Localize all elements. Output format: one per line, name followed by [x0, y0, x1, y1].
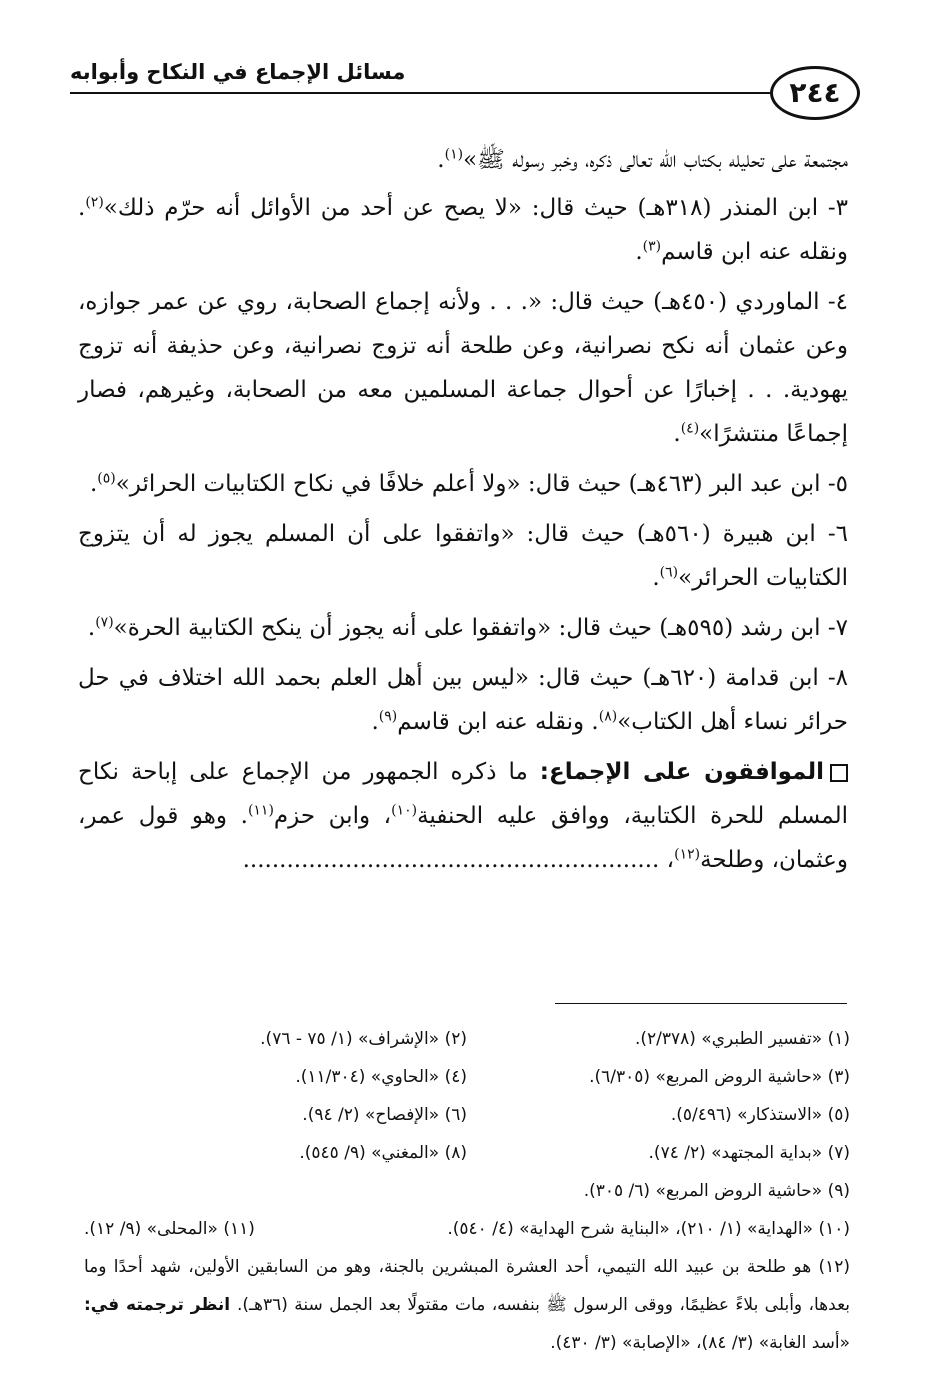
square-bullet-icon [830, 764, 848, 782]
running-title: مسائل الإجماع في النكاح وأبوابه [70, 60, 406, 84]
page-header [70, 52, 860, 112]
paragraph-ibn-almundhir: ٣- ابن المنذر (٣١٨هـ) حيث قال: «لا يصح عن أحد من الأوائل أنه حرّم ذلك»$^{(٢)}$. ونقله عنه ابن قاسم$^{(٣)}$. [78, 194, 849, 265]
footnote-ref[interactable]: (٨) [598, 708, 618, 725]
footnote-12: (١٢) هو طلحة بن عبيد الله التيمي، أحد العشرة المبشرين بالجنة، وهو من السابقين الأولين، شهد أحدًا وما بعدها، وأبلى بلاءً عظيمًا، ووقى الرسول ﷺ بنفسه، مات مقتولًا بعد الجمل سنة (٣٦هـ). انظر ترجمته في: «أسد الغابة» (٣/ ٨٤)، «الإصابة» (٣/ ٤٣٠). [84, 1257, 851, 1353]
footnote-divider [555, 1003, 847, 1004]
paragraph-ibn-hubayra: ٦- ابن هبيرة (٥٦٠هـ) حيث قال: «واتفقوا على أن المسلم يجوز له أن يتزوج الكتابيات الحرائر»$^{(٦)}$. [78, 521, 848, 591]
paragraph-continuation: مجتمعة على تحليله بكتاب الله تعالى ذكره، وخبر رسوله ﷺ»$^{(١)}$. [437, 146, 848, 173]
footnote-row [84, 1020, 850, 1058]
footnote-11: (١١) «المحلى» (٩/ ١٢). [84, 1219, 255, 1239]
footnote-10: (١٠) «الهداية» (١/ ٢١٠)، «البناية شرح الهداية» (٤/ ٥٤٠). [447, 1219, 850, 1239]
footnote-row [84, 1134, 850, 1172]
paragraph-almawardi: ٤- الماوردي (٤٥٠هـ) حيث قال: «. . . ولأنه إجماع الصحابة، روي عن عمر جوازه، وعن عثمان أنه نكح نصرانية، وعن طلحة أنه تزوج نصرانية، وعن حذيفة أنه تزوج يهودية. . . إخبارًا عن أحوال جماعة المسلمين معه من الصحابة، وغيرهم، فصار إجماعًا منتشرًا»$^{(٤)}$. [78, 289, 848, 447]
footnote-ref[interactable]: (١) [444, 146, 464, 163]
footnote-7: (٧) «بداية المجتهد» (٢/ ٧٤). [648, 1143, 850, 1163]
paragraph-agreeing-scholars: الموافقون على الإجماع: ما ذكره الجمهور من الإجماع على إباحة نكاح المسلم للحرة الكتابية، ووافق عليه الحنفية$^{(١٠)}$، وابن حزم$^{(١١)}$. وهو قول عمر، وعثمان، وطلحة$^{(١٢)}$، ......................................................... [78, 759, 849, 873]
footnote-8: (٨) «المغني» (٩/ ٥٤٥). [299, 1143, 467, 1163]
footnote-row [84, 1172, 850, 1210]
paragraph-ibn-rushd: ٧- ابن رشد (٥٩٥هـ) حيث قال: «واتفقوا على أنه يجوز أن ينكح الكتابية الحرة»$^{(٧)}$. [87, 614, 848, 641]
footnote-ref[interactable]: (١٠) [391, 802, 418, 819]
footnote-ref[interactable]: (١٢) [674, 846, 701, 863]
footnote-row [84, 1210, 850, 1248]
footnotes-section [84, 1020, 850, 1362]
footnote-6: (٦) «الإفصاح» (٢/ ٩٤). [302, 1105, 467, 1125]
footnote-3: (٣) «حاشية الروض المربع» (٦/٣٠٥). [589, 1067, 850, 1087]
footnote-row [84, 1096, 850, 1134]
footnote-ref[interactable]: (١١) [247, 802, 274, 819]
footnote-ref[interactable]: (٥) [97, 470, 116, 487]
footnote-ref[interactable]: (٣) [642, 238, 662, 255]
paragraph-ibn-qudama: ٨- ابن قدامة (٦٢٠هـ) حيث قال: «ليس بين أهل العلم بحمد الله اختلاف في حل حرائر نساء أهل الكتاب»$^{(٨)}$. ونقله عنه ابن قاسم$^{(٩)}$. [78, 665, 848, 735]
paragraph-ibn-abdulbarr: ٥- ابن عبد البر (٤٦٣هـ) حيث قال: «ولا أعلم خلافًا في نكاح الكتابيات الحرائر»$^{(٥)}$. [89, 470, 848, 497]
footnote-9: (٩) «حاشية الروض المربع» (٦/ ٣٠٥). [583, 1181, 850, 1201]
footnote-ref[interactable]: (٧) [95, 614, 114, 631]
footnote-4: (٤) «الحاوي» (١١/٣٠٤). [295, 1067, 467, 1087]
footnote-2: (٢) «الإشراف» (١/ ٧٥ - ٧٦). [260, 1029, 467, 1049]
footnote-ref[interactable]: (٤) [680, 420, 700, 437]
footnote-1: (١) «تفسير الطبري» (٢/٣٧٨). [634, 1029, 850, 1049]
footnote-ref[interactable]: (٩) [378, 708, 398, 725]
footnote-5: (٥) «الاستذكار» (٥/٤٩٦). [670, 1105, 850, 1125]
main-text [78, 138, 848, 888]
continuation-dots: ......................................................... [242, 847, 660, 873]
page-number-badge: ٢٤٤ [770, 66, 860, 120]
footnote-ref[interactable]: (٢) [85, 194, 104, 211]
header-rule [70, 92, 770, 94]
footnote-row [84, 1058, 850, 1096]
footnote-ref[interactable]: (٦) [659, 564, 679, 581]
section-lead: الموافقون على الإجماع: [539, 759, 824, 785]
